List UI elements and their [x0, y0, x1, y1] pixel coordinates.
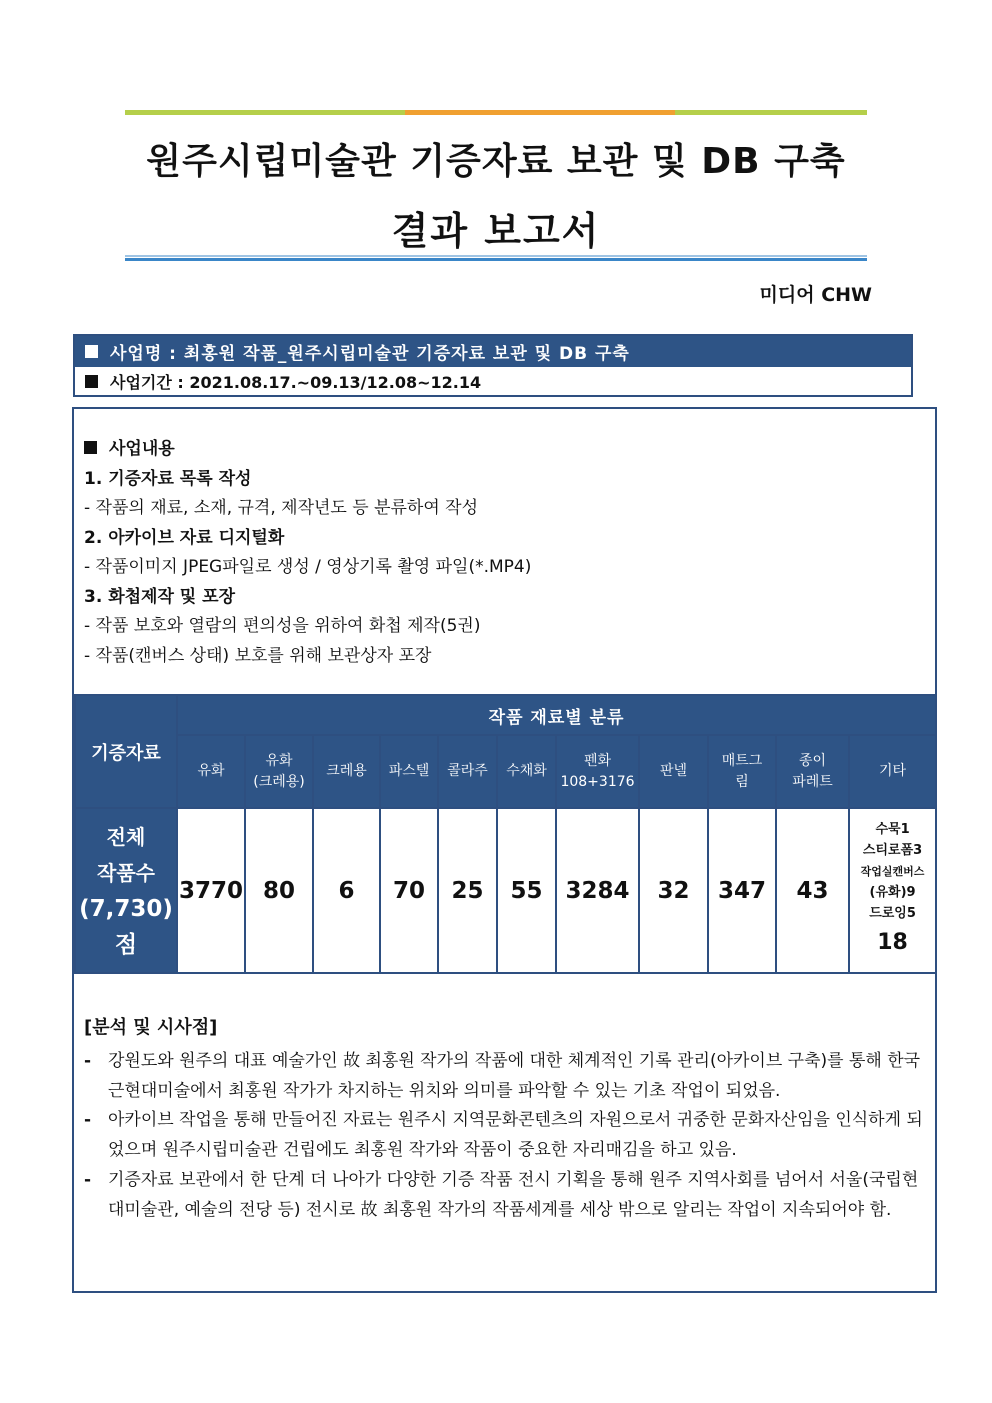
etc-cell: 수묵1 스티로폼3 작업실캔버스 (유화)9 드로잉5 18 — [849, 808, 936, 973]
column-header: 펜화 108+3176 — [556, 735, 639, 808]
classification-table — [74, 694, 937, 974]
report-body-frame — [72, 407, 937, 1293]
table-cell: 43 — [776, 808, 849, 973]
title-top-rule — [125, 110, 867, 115]
table-cell: 70 — [380, 808, 438, 973]
list-item: - 기증자료 보관에서 한 단계 더 나아가 다양한 기증 작품 전시 기획을 통해 원주 지역사회를 넘어서 서울(국립현대미술관, 예술의 전당 등) 전시로 故 최홍원 작가의 작품세계를 세상 밖으로 알리는 작업이 지속되어야 함. — [84, 1169, 919, 1220]
author: 미디어 CHW — [759, 284, 872, 306]
table-cell: 55 — [497, 808, 556, 973]
content-heading: 사업내용 — [109, 439, 175, 459]
square-bullet-icon — [85, 345, 98, 358]
table-cell: 32 — [639, 808, 708, 973]
square-bullet-icon — [85, 375, 98, 388]
table-left-header: 기증자료 — [75, 695, 177, 808]
report-title-line1: 원주시립미술관 기증자료 보관 및 DB 구축 — [146, 141, 846, 182]
column-header: 판넬 — [639, 735, 708, 808]
column-header: 유화 (크레용) — [245, 735, 313, 808]
table-cell: 3284 — [556, 808, 639, 973]
column-header: 크레용 — [313, 735, 380, 808]
content-line: - 작품 보호와 열람의 편의성을 위하여 화첩 제작(5권) — [84, 616, 481, 636]
content-line: - 작품이미지 JPEG파일로 생성 / 영상기록 촬영 파일(*.MP4) — [84, 557, 532, 577]
title-bottom-rule — [125, 255, 867, 261]
content-line: - 작품(캔버스 상태) 보호를 위해 보관상자 포장 — [84, 645, 432, 666]
table-top-header: 작품 재료별 분류 — [177, 695, 936, 735]
column-header: 파스텔 — [380, 735, 438, 808]
project-name-row — [75, 336, 911, 367]
table-cell: 6 — [313, 808, 380, 973]
list-item: - 아카이브 작업을 통해 만들어진 자료는 원주시 지역문화콘텐츠의 자원으로서 귀중한 문화자산임을 인식하게 되었으며 원주시립미술관 건립에도 최홍원 작가와 작품이 중요한 자리매김을 하고 있음. — [84, 1110, 923, 1161]
analysis-title: [분석 및 시사점] — [84, 1017, 218, 1038]
column-header: 유화 — [177, 735, 245, 808]
project-info-box — [73, 334, 913, 397]
table-cell: 80 — [245, 808, 313, 973]
content-line: - 작품의 재료, 소재, 규격, 제작년도 등 분류하여 작성 — [84, 498, 479, 518]
total-count-label: 전체 작품수 (7,730)점 — [75, 808, 177, 973]
content-line: 3. 화첩제작 및 포장 — [84, 586, 235, 607]
table-cell: 3770 — [177, 808, 245, 973]
column-header: 콜라주 — [438, 735, 497, 808]
table-cell: 25 — [438, 808, 497, 973]
list-item: - 강원도와 원주의 대표 예술가인 故 최홍원 작가의 작품에 대한 체계적인 기록 관리(아카이브 구축)를 통해 한국근현대미술에서 최홍원 작가가 차지하는 위치와 의미를 파악할 수 있는 기초 작업이 되었음. — [84, 1051, 921, 1101]
report-title-line2: 결과 보고서 — [391, 209, 601, 253]
project-period-row — [75, 367, 911, 395]
square-bullet-icon — [84, 441, 97, 454]
table-cell: 347 — [708, 808, 776, 973]
etc-total: 18 — [877, 930, 908, 955]
content-line: 1. 기증자료 목록 작성 — [84, 468, 252, 489]
content-line: 2. 아카이브 자료 디지털화 — [84, 527, 285, 548]
column-header: 기타 — [849, 735, 936, 808]
column-header: 수채화 — [497, 735, 556, 808]
column-header: 매트그 림 — [708, 735, 776, 808]
business-content — [84, 435, 531, 671]
column-header: 종이 파레트 — [776, 735, 849, 808]
project-name: 사업명 : 최홍원 작품_원주시립미술관 기증자료 보관 및 DB 구축 — [110, 344, 630, 364]
project-period: 사업기간 : 2021.08.17.~09.13/12.08~12.14 — [110, 372, 482, 392]
analysis-list — [84, 1047, 924, 1225]
content-heading-row — [84, 435, 531, 465]
